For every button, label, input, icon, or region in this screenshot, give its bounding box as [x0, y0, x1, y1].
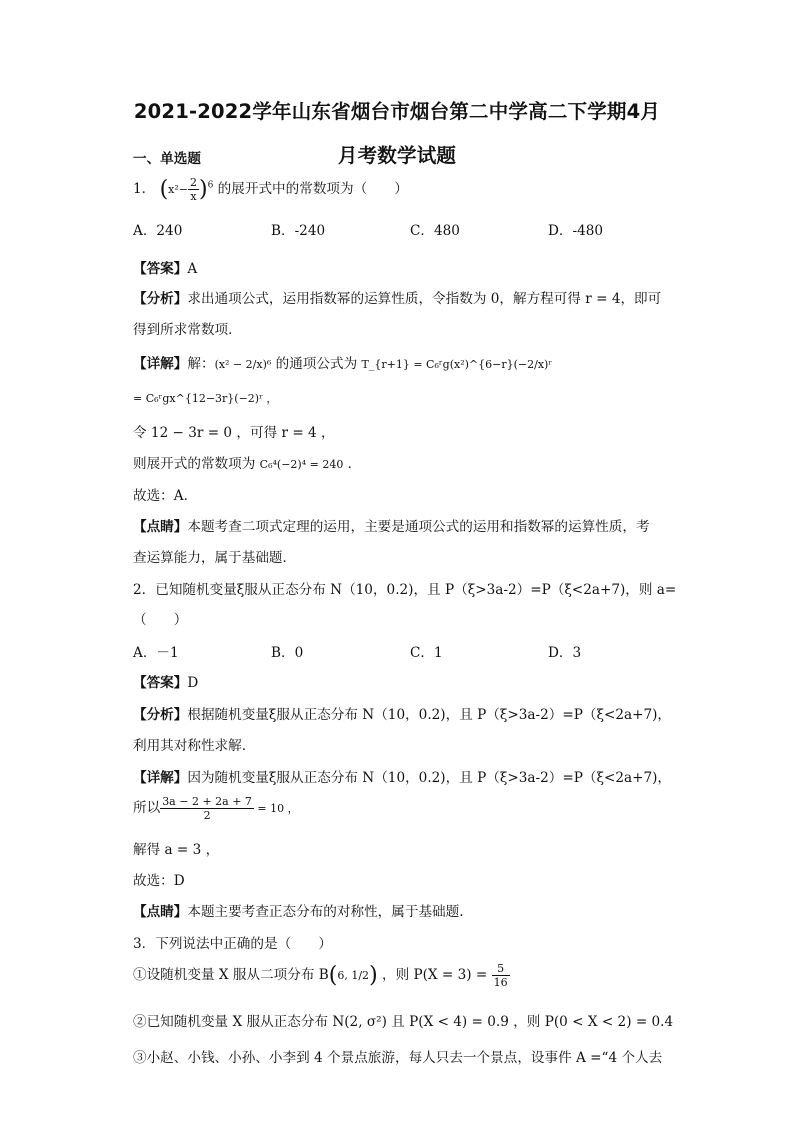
question-3-stem: 3．下列说法中正确的是（ ）: [133, 936, 332, 952]
detail-text: 所以: [133, 800, 161, 816]
detail-text: 则展开式的常数项为: [133, 456, 260, 472]
q1-detail-line1: [133, 352, 552, 372]
fraction-numerator: 3a − 2 + 2a + 7: [162, 795, 252, 808]
q2-detail-line3: 解得 a = 3 ，: [133, 842, 220, 858]
q1-comment-line1: [133, 515, 650, 535]
q3-item3: ③小赵、小钱、小孙、小李到 4 个景点旅游，每人只去一个景点，设事件 A =“4 个人去: [133, 1050, 663, 1066]
detail-text: 因为随机变量ξ服从正态分布 N（10，0.2)，且 P（ξ>3a-2）=P（ξ<2a+7)，: [187, 770, 672, 786]
answer-value: D: [187, 675, 199, 691]
question-number: 1．: [133, 181, 156, 197]
right-paren: ): [369, 963, 378, 988]
q1-option-a: A．240: [133, 223, 183, 239]
exponent: 6: [207, 180, 214, 191]
q1-option-b: B．-240: [271, 223, 326, 239]
detail-text: 解：: [187, 356, 215, 372]
q2-comment-line1: [133, 900, 464, 920]
analysis-text: 根据随机变量ξ服从正态分布 N（10，0.2)，且 P（ξ>3a-2）=P（ξ<2a+7)，: [187, 707, 672, 723]
q1-option-d: D．-480: [548, 223, 604, 239]
q1-detail-line2: = C₆ʳgx^{12−3r}(−2)ʳ ，: [133, 392, 278, 405]
fraction-2-over-x: [188, 176, 199, 203]
math-constant-term: C₆⁴(−2)⁴ = 240: [259, 458, 344, 471]
answer-tag: 【答案】: [133, 261, 188, 277]
q2-analysis-line2: 利用其对称性求解.: [133, 738, 247, 754]
answer-tag: 【答案】: [133, 675, 188, 691]
fraction-denominator: 2: [203, 809, 211, 822]
q1-option-c: C．480: [410, 223, 460, 239]
comment-tag: 【点睛】: [133, 904, 188, 920]
detail-text: ．: [343, 456, 362, 472]
q2-answer: [133, 671, 198, 691]
detail-tag: 【详解】: [133, 770, 188, 786]
comment-text: 本题主要考查正态分布的对称性，属于基础题.: [187, 904, 464, 920]
left-paren: (: [159, 177, 169, 202]
math-equals: = 10 ，: [253, 802, 299, 815]
q1-analysis-line2: 得到所求常数项．: [133, 322, 242, 338]
document-title-line2: 月考数学试题: [337, 144, 457, 167]
fraction-denominator: 16: [493, 976, 508, 989]
analysis-text: 求出通项公式，运用指数幂的运算性质，令指数为 0，解方程可得 r = 4，即可: [187, 291, 662, 307]
fraction-sum-over-2: [160, 795, 254, 822]
fraction-5-over-16: [492, 962, 510, 989]
answer-value: A: [187, 261, 198, 277]
question-2-stem-line2: （ ）: [133, 612, 188, 628]
analysis-tag: 【分析】: [133, 291, 188, 307]
item-text: ，则 P(X = 3) =: [377, 967, 492, 983]
q2-option-b: B．0: [271, 645, 304, 661]
q1-analysis-line1: [133, 287, 661, 307]
section-heading: 一、单选题: [133, 151, 201, 167]
item-text: ①设随机变量 X 服从二项分布 B: [133, 967, 329, 983]
fraction-numerator: 2: [190, 176, 198, 189]
q2-option-a: A．－1: [133, 645, 179, 661]
q1-choose: 故选：A．: [133, 488, 198, 504]
q2-option-d: D．3: [548, 645, 582, 661]
q1-detail-line3: 令 12 − 3r = 0 ，可得 r = 4 ，: [133, 425, 335, 441]
q1-detail-line4: [133, 452, 361, 472]
q2-choose: 故选：D: [133, 873, 185, 889]
document-title-line1: 2021-2022学年山东省烟台市烟台第二中学高二下学期4月: [133, 100, 661, 123]
q2-option-c: C．1: [410, 645, 443, 661]
comment-tag: 【点睛】: [133, 519, 188, 535]
math-minus: −: [178, 183, 189, 196]
q2-detail-line1: [133, 766, 671, 786]
q2-detail-line2: [133, 795, 299, 822]
math-general-term: T_{r+1} = C₆ʳg(x²)^{6−r}(−2/x)ʳ: [361, 358, 553, 371]
detail-tag: 【详解】: [133, 356, 188, 372]
q3-item1: [133, 962, 510, 989]
q3-item2: ②已知随机变量 X 服从正态分布 N(2, σ²) 且 P(X < 4) = 0.9 ，则 P(0 < X < 2) = 0.4: [133, 1014, 674, 1030]
math-binomial-params: 6, 1/2: [337, 969, 370, 982]
math-expression: (x² − 2/x)⁶: [214, 358, 272, 371]
question-1-stem: [133, 176, 408, 203]
math-x-squared: x²: [168, 183, 179, 196]
detail-text: 的通项公式为: [271, 356, 362, 372]
analysis-tag: 【分析】: [133, 707, 188, 723]
question-2-stem-line1: 2．已知随机变量ξ服从正态分布 N（10，0.2)，且 P（ξ>3a-2）=P（ξ<2a+7)，则 a=: [133, 582, 677, 598]
fraction-denominator: x: [190, 190, 197, 203]
comment-text: 本题考查二项式定理的运用，主要是通项公式的运用和指数幂的运算性质，考: [187, 519, 650, 535]
q1-comment-line2: 查运算能力，属于基础题．: [133, 550, 297, 566]
right-paren: ): [199, 177, 208, 202]
q2-analysis-line1: [133, 703, 671, 723]
question-1-tail: 的展开式中的常数项为（ ）: [217, 181, 408, 197]
q1-answer: [133, 257, 197, 277]
left-paren: (: [328, 963, 338, 988]
fraction-numerator: 5: [492, 962, 510, 976]
